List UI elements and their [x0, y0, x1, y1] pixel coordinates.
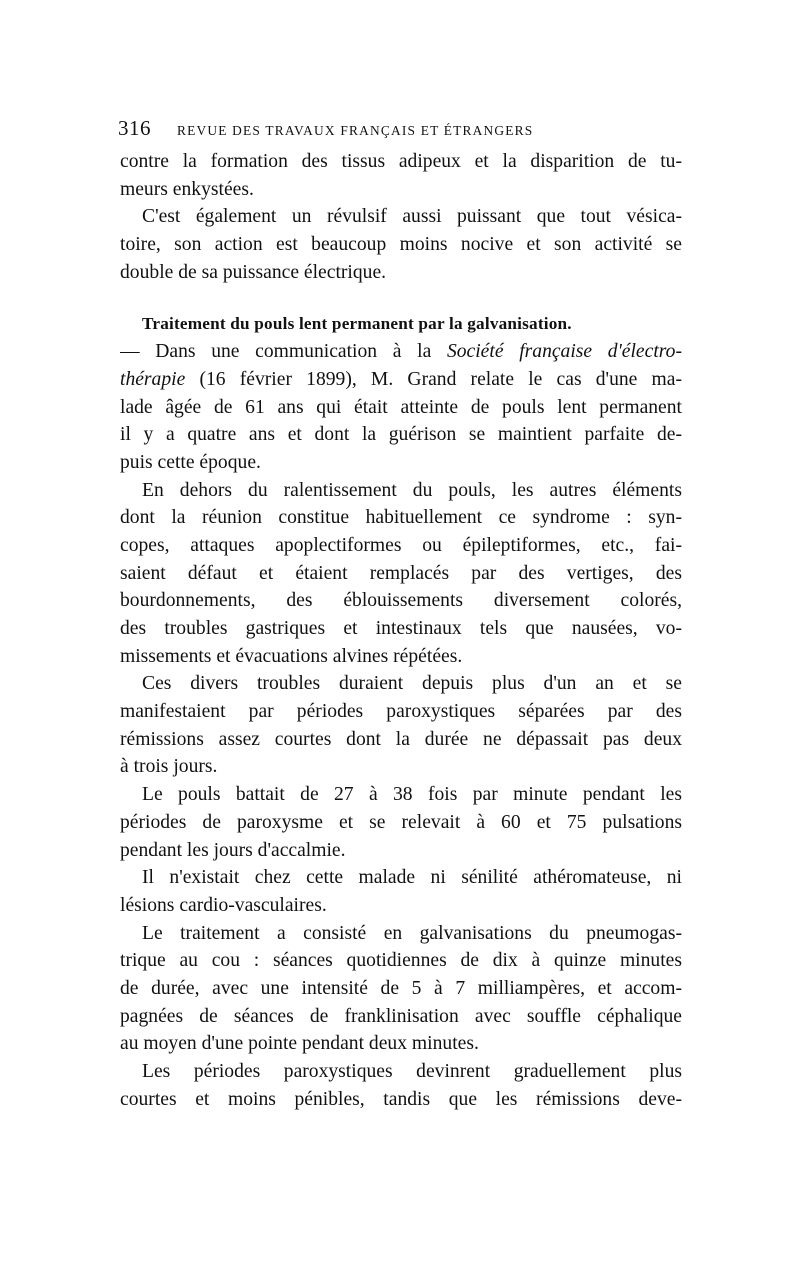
running-title: REVUE DES TRAVAUX FRANÇAIS ET ÉTRANGERS	[177, 123, 534, 138]
text-line: trique au cou : séances quotidiennes de dix à quinze minutes	[120, 950, 682, 972]
text-line: bourdonnements, des éblouissements diversement colorés,	[120, 590, 682, 612]
journal-name-italic: thérapie	[120, 368, 186, 390]
text-line: lade âgée de 61 ans qui était atteinte de pouls lent permanent	[120, 396, 682, 418]
text-line: rémissions assez courtes dont la durée ne dépassait pas deux	[120, 728, 682, 750]
text-line: au moyen d'une pointe pendant deux minutes.	[120, 1033, 479, 1055]
section	[120, 310, 682, 476]
text-line: toire, son action est beaucoup moins nocive et son activité se	[120, 234, 682, 256]
text-line: Le pouls battait de 27 à 38 fois par minute pendant les	[142, 784, 682, 806]
text-line: il y a quatre ans et dont la guérison se maintient parfaite de-	[120, 424, 682, 446]
text-line	[120, 338, 682, 366]
section-gap	[120, 286, 682, 310]
paragraph	[120, 670, 682, 781]
text-line: pendant les jours d'accalmie.	[120, 839, 346, 861]
text-line: lésions cardio-vasculaires.	[120, 894, 327, 916]
text-line: Ces divers troubles duraient depuis plus d'un an et se	[142, 673, 682, 695]
text-line: missements et évacuations alvines répétées.	[120, 645, 463, 667]
text-line: pagnées de séances de franklinisation avec souffle céphalique	[120, 1005, 682, 1027]
text-line: saient défaut et étaient remplacés par des vertiges, des	[120, 562, 682, 584]
paragraph	[120, 920, 682, 1058]
text-line: puis cette époque.	[120, 451, 261, 473]
text-line: En dehors du ralentissement du pouls, les autres éléments	[142, 479, 682, 501]
text-line: meurs enkystées.	[120, 178, 254, 200]
paragraph	[120, 203, 682, 286]
page-number: 316	[118, 116, 151, 140]
body-text	[120, 148, 682, 1113]
paragraph	[120, 864, 682, 919]
text-line: C'est également un révulsif aussi puissant que tout vésica-	[142, 206, 682, 228]
text-line: copes, attaques apoplectiformes ou épileptiformes, etc., fai-	[120, 534, 682, 556]
paragraph	[120, 1058, 682, 1113]
text-line: manifestaient par périodes paroxystiques séparées par des	[120, 701, 682, 723]
text-line: Le traitement a consisté en galvanisations du pneumogas-	[142, 922, 682, 944]
text-line: Il n'existait chez cette malade ni sénilité athéromateuse, ni	[142, 867, 682, 889]
paragraph	[120, 781, 682, 864]
text-line: double de sa puissance électrique.	[120, 261, 387, 283]
journal-name-italic: Société française d'électro-	[446, 341, 682, 363]
text-line: périodes de paroxysme et se relevait à 60 et 75 pulsations	[120, 811, 682, 833]
paragraph-continuation	[120, 148, 682, 203]
text-run: — Dans une communication à la	[120, 341, 447, 363]
text-line: de durée, avec une intensité de 5 à 7 milliampères, et accom-	[120, 977, 682, 999]
text-line: contre la formation des tissus adipeux et la disparition de tu-	[120, 151, 682, 172]
page-header	[118, 116, 678, 142]
text-run: (16 février 1899), M. Grand relate le cas d'une ma-	[185, 368, 682, 390]
text-line: des troubles gastriques et intestinaux tels que nausées, vo-	[120, 618, 682, 639]
text-line: dont la réunion constitue habituellement ce syndrome : syn-	[120, 507, 682, 529]
paragraph	[120, 477, 682, 671]
text-line: à trois jours.	[120, 756, 218, 778]
text-line	[120, 366, 682, 394]
text-line: Les périodes paroxystiques devinrent graduellement plus	[142, 1061, 682, 1082]
text-line: courtes et moins pénibles, tandis que les rémissions deve-	[120, 1088, 682, 1110]
section-title: Traitement du pouls lent permanent par la galvanisation.	[142, 314, 572, 334]
